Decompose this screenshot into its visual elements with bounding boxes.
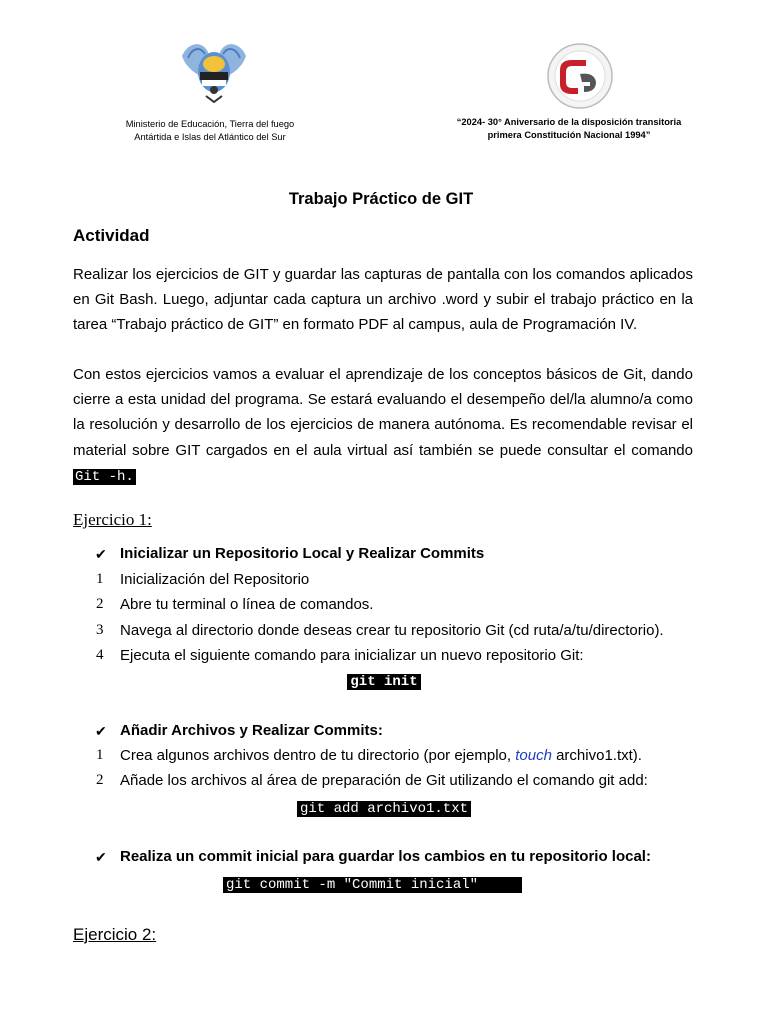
ministry-caption <box>110 118 310 144</box>
check-icon: ✔ <box>95 723 107 739</box>
list-item: Añade los archivos al área de preparación de Git utilizando el comando git add: <box>120 772 648 789</box>
province-emblem-logo <box>178 38 250 104</box>
list-item <box>120 747 642 764</box>
anniversary-line-2: primera Constitución Nacional 1994” <box>487 130 651 140</box>
document-title: Trabajo Práctico de GIT <box>288 190 474 208</box>
second-paragraph-wrap <box>73 362 693 490</box>
list-item-number: 2 <box>96 596 104 612</box>
help-command-code: Git -h. <box>75 468 134 485</box>
block-1-title: Inicializar un Repositorio Local y Realizar Commits <box>120 545 485 562</box>
second-paragraph-text: Con estos ejercicios vamos a evaluar el aprendizaje de los conceptos básicos de Git, dando cierre a esta unidad del programa. Se estará evaluando el desempeño del/la alumno/a como la resolución y desarrollo de los ejercicios de manera autónoma. Es recomendable revisar el material sobre GIT cargados en el aula virtual así también se puede consultar el comando <box>73 366 693 459</box>
exercise-1-heading: Ejercicio 1: <box>73 510 152 529</box>
list-item-number: 2 <box>96 772 104 788</box>
list-item: Abre tu terminal o línea de comandos. <box>120 596 374 613</box>
anniversary-caption <box>430 116 708 142</box>
ministry-line-2: Antártida e Islas del Atlántico del Sur <box>134 132 286 142</box>
list-item-number: 3 <box>96 622 104 638</box>
list-item: Ejecuta el siguiente comando para inicializar un nuevo repositorio Git: <box>120 647 584 664</box>
list-item-number: 1 <box>96 747 104 763</box>
touch-keyword: touch <box>515 747 552 764</box>
second-paragraph <box>73 362 693 490</box>
check-icon: ✔ <box>95 546 107 562</box>
git-add-command: git add archivo1.txt <box>297 801 471 817</box>
ministry-line-1: Ministerio de Educación, Tierra del fuego <box>125 119 295 129</box>
git-init-command: git init <box>347 674 420 690</box>
list-item-text: Crea algunos archivos dentro de tu directorio (por ejemplo, <box>120 747 516 764</box>
block-2-title: Añadir Archivos y Realizar Commits: <box>120 722 383 739</box>
git-add-command-row <box>0 799 768 818</box>
institute-seal-logo <box>546 42 614 110</box>
block-3-title: Realiza un commit inicial para guardar los cambios en tu repositorio local: <box>120 848 651 865</box>
git-commit-command-row <box>223 875 522 894</box>
intro-paragraph-text: Realizar los ejercicios de GIT y guardar las capturas de pantalla con los comandos aplicados en Git Bash. Luego, adjuntar cada captura un archivo .word y subir el trabajo práctico en la tarea “Trabajo práctico de GIT” en formato PDF al campus, aula de Programación IV. <box>73 266 693 334</box>
list-item: Inicialización del Repositorio <box>120 571 310 588</box>
list-item-number: 4 <box>96 647 104 663</box>
list-item-text: archivo1.txt). <box>551 747 642 764</box>
list-item: Navega al directorio donde deseas crear tu repositorio Git (cd ruta/a/tu/directorio). <box>120 622 664 639</box>
section-heading-actividad: Actividad <box>73 226 150 245</box>
check-icon: ✔ <box>95 849 107 865</box>
anniversary-line-1: “2024- 30° Aniversario de la disposición transitoria <box>456 117 682 127</box>
list-item-number: 1 <box>96 571 104 587</box>
exercise-2-heading: Ejercicio 2: <box>73 925 157 944</box>
git-init-command-row <box>0 672 768 691</box>
intro-paragraph <box>73 262 693 338</box>
git-commit-command: git commit -m "Commit inicial" <box>223 877 522 893</box>
